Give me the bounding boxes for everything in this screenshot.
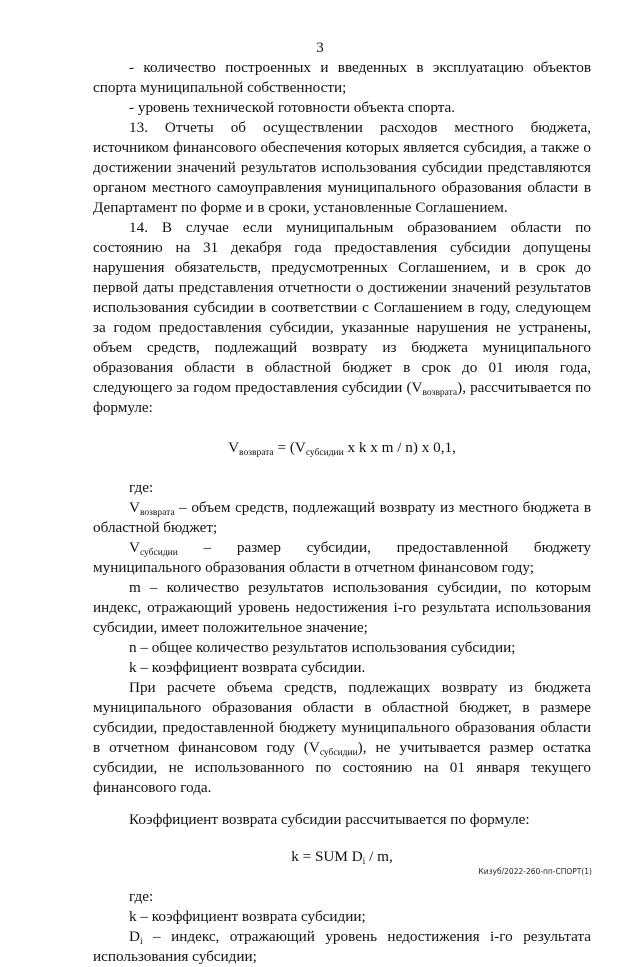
formula-var: V [228, 439, 240, 456]
formula-part: = (V [273, 439, 306, 456]
definition-var: V [129, 539, 140, 556]
paragraph-calculation [93, 678, 591, 798]
subscript: i [362, 857, 366, 867]
definition-k: k – коэффициент возврата субсидии. [129, 659, 366, 676]
definition-n: n – общее количество результатов использования субсидии; [129, 639, 516, 656]
paragraph-14 [93, 218, 591, 418]
subscript: субсидии [139, 548, 178, 558]
paragraph-coefficient: Коэффициент возврата субсидии рассчитывается по формуле: [129, 811, 530, 828]
where-label: где: [129, 479, 154, 496]
definition-m: m – количество результатов использования субсидии, по которым индекс, отражающий уровень недостижения i-го результата использования субсидии, имеет положительное значение; [93, 579, 591, 636]
paragraph-text: ), не учитывается размер остатка субсидии, не использованного по состоянию на 01 января текущего финансового года. [93, 739, 591, 796]
definition-text: – размер субсидии, предоставленной бюджету муниципального образования области в отчетном финансовом году; [93, 539, 591, 576]
formula-part: x k x m / n) x 0,1, [343, 439, 456, 456]
document-body [93, 58, 591, 967]
paragraph-13: 13. Отчеты об осуществлении расходов местного бюджета, источником финансового обеспечения которых является субсидия, а также о достижении значений результатов использования субсидии представляются органом местного самоуправления муниципального образования области в Департамент по форме и в сроки, установленные Соглашением. [93, 119, 591, 216]
subscript: субсидии [319, 748, 358, 758]
list-item-readiness: - уровень технической готовности объекта спорта. [129, 99, 456, 116]
subscript: субсидии [305, 448, 344, 458]
definition-text: – индекс, отражающий уровень недостижения i-го результата использования субсидии; [93, 928, 591, 965]
formula-return-volume [93, 438, 591, 458]
definition-v-subsidy [93, 538, 591, 578]
formula-coefficient [93, 847, 591, 867]
list-item-objects: - количество построенных и введенных в эксплуатацию объектов спорта муниципальной собственности; [93, 59, 591, 96]
definition-var: D [129, 928, 140, 945]
paragraph-14-text: 14. В случае если муниципальным образованием области по состоянию на 31 декабря года предоставления субсидии допущены нарушения обязательств, предусмотренных Соглашением, и в срок до первой даты представления отчетности о достижении значений результатов использования субсидии в соответствии с Соглашением в году, следующем за годом предоставления субсидии, указанные нарушения не устранены, объем средств, подлежащий возврату из бюджета муниципального образования области в областной бюджет в срок до 01 июля года, следующего за годом предоставления субсидии (V [93, 219, 591, 396]
definition-var: V [129, 499, 140, 516]
formula-part: k = SUM D [291, 848, 363, 865]
formula-part: / m, [365, 848, 393, 865]
definition-k2: k – коэффициент возврата субсидии; [129, 908, 366, 925]
subscript: возврата [239, 448, 274, 458]
where-label: где: [129, 888, 154, 905]
subscript: i [139, 937, 143, 947]
definition-text: – объем средств, подлежащий возврату из местного бюджета в областной бюджет; [93, 499, 591, 536]
page-number: 3 [316, 40, 324, 56]
document-footer-code: Кизуб/2022-260-пп-СПОРТ(1) [478, 867, 592, 876]
definition-di [93, 927, 591, 967]
subscript: возврата [422, 388, 458, 398]
paragraph-text: При расчете объема средств, подлежащих возврату из бюджета муниципального образования области в областной бюджет, в размере субсидии, предоставленной бюджету муниципального образования области в отчетном финансовом году (V [93, 679, 591, 756]
definition-v-return [93, 498, 591, 538]
paragraph-14-end: ), рассчитывается по формуле: [93, 379, 591, 416]
subscript: возврата [139, 508, 175, 518]
